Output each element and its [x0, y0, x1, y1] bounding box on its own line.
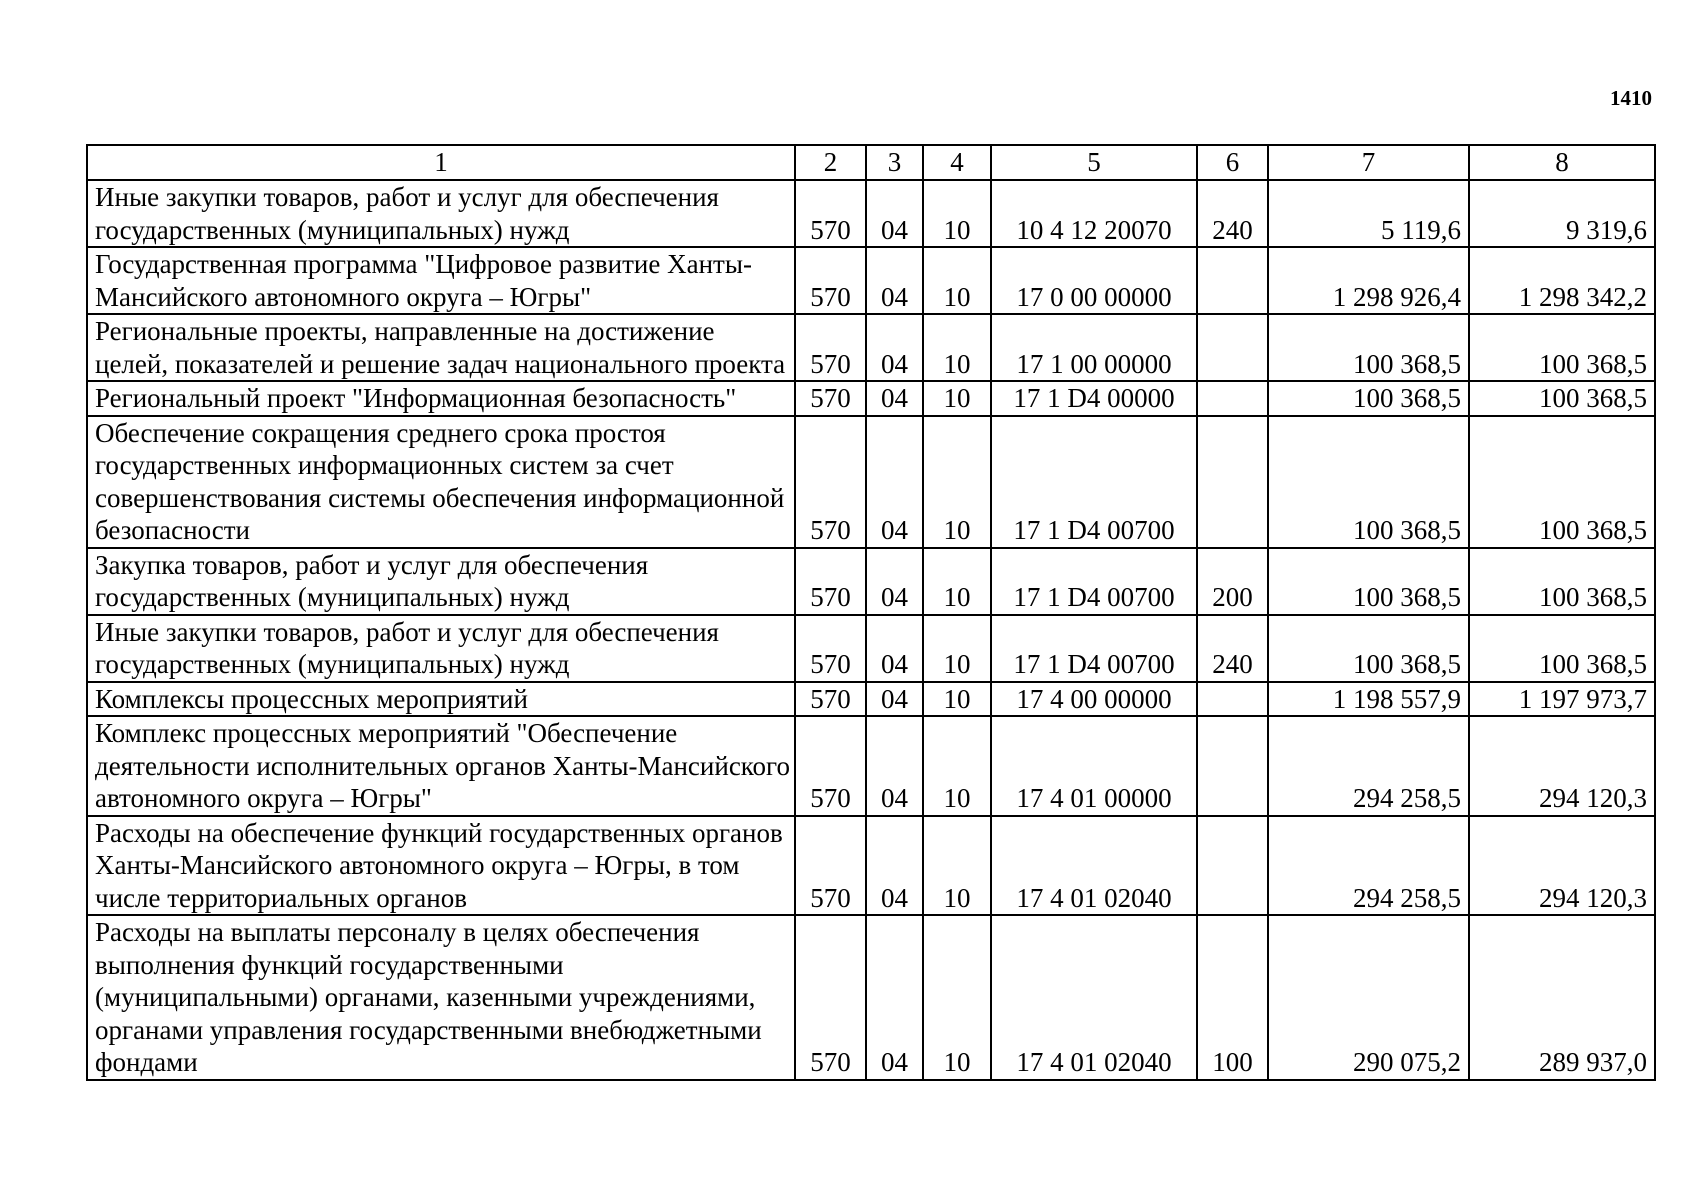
column-header: 2: [795, 145, 866, 180]
expense-type: 240: [1197, 180, 1268, 247]
target-article: 17 0 00 00000: [991, 247, 1197, 314]
row-name: Расходы на обеспечение функций государственных органов Ханты-Мансийского автономного округа – Югры, в том числе территориальных органов: [87, 816, 795, 916]
section-code: 04: [866, 381, 923, 416]
subsection-code: 10: [923, 416, 991, 548]
subsection-code: 10: [923, 682, 991, 717]
subsection-code: 10: [923, 615, 991, 682]
section-code: 04: [866, 816, 923, 916]
subsection-code: 10: [923, 915, 991, 1080]
expense-type: [1197, 381, 1268, 416]
amount-col8: 100 368,5: [1469, 548, 1655, 615]
row-name: Региональные проекты, направленные на достижение целей, показателей и решение задач национального проекта: [87, 314, 795, 381]
table-row: [87, 247, 1655, 314]
amount-col7: 100 368,5: [1268, 314, 1469, 381]
column-header: 4: [923, 145, 991, 180]
ministry-code: 570: [795, 716, 866, 816]
ministry-code: 570: [795, 416, 866, 548]
ministry-code: 570: [795, 682, 866, 717]
header-row: [87, 145, 1655, 180]
amount-col8: 294 120,3: [1469, 816, 1655, 916]
ministry-code: 570: [795, 247, 866, 314]
ministry-code: 570: [795, 180, 866, 247]
subsection-code: 10: [923, 247, 991, 314]
amount-col7: 290 075,2: [1268, 915, 1469, 1080]
ministry-code: 570: [795, 816, 866, 916]
row-name: Закупка товаров, работ и услуг для обеспечения государственных (муниципальных) нужд: [87, 548, 795, 615]
amount-col8: 1 197 973,7: [1469, 682, 1655, 717]
amount-col7: 294 258,5: [1268, 816, 1469, 916]
ministry-code: 570: [795, 314, 866, 381]
section-code: 04: [866, 180, 923, 247]
table-row: [87, 682, 1655, 717]
column-header: 7: [1268, 145, 1469, 180]
table-row: [87, 816, 1655, 916]
budget-table: [86, 144, 1656, 1081]
section-code: 04: [866, 416, 923, 548]
amount-col8: 289 937,0: [1469, 915, 1655, 1080]
amount-col7: 100 368,5: [1268, 416, 1469, 548]
section-code: 04: [866, 716, 923, 816]
target-article: 17 1 D4 00700: [991, 548, 1197, 615]
expense-type: 240: [1197, 615, 1268, 682]
subsection-code: 10: [923, 381, 991, 416]
section-code: 04: [866, 548, 923, 615]
subsection-code: 10: [923, 180, 991, 247]
column-header: 3: [866, 145, 923, 180]
ministry-code: 570: [795, 915, 866, 1080]
ministry-code: 570: [795, 548, 866, 615]
column-header: 8: [1469, 145, 1655, 180]
table-row: [87, 915, 1655, 1080]
row-name: Обеспечение сокращения среднего срока простоя государственных информационных систем за счет совершенствования системы обеспечения информационной безопасности: [87, 416, 795, 548]
section-code: 04: [866, 615, 923, 682]
row-name: Комплекс процессных мероприятий "Обеспечение деятельности исполнительных органов Ханты-Мансийского автономного округа – Югры": [87, 716, 795, 816]
table-row: [87, 381, 1655, 416]
row-name: Иные закупки товаров, работ и услуг для обеспечения государственных (муниципальных) нужд: [87, 615, 795, 682]
amount-col7: 5 119,6: [1268, 180, 1469, 247]
table-row: [87, 314, 1655, 381]
amount-col8: 1 298 342,2: [1469, 247, 1655, 314]
target-article: 10 4 12 20070: [991, 180, 1197, 247]
column-header: 5: [991, 145, 1197, 180]
table-row: [87, 716, 1655, 816]
amount-col7: 1 198 557,9: [1268, 682, 1469, 717]
row-name: Государственная программа "Цифровое развитие Ханты-Мансийского автономного округа – Югры": [87, 247, 795, 314]
amount-col7: 1 298 926,4: [1268, 247, 1469, 314]
target-article: 17 1 00 00000: [991, 314, 1197, 381]
target-article: 17 4 01 00000: [991, 716, 1197, 816]
subsection-code: 10: [923, 816, 991, 916]
amount-col7: 294 258,5: [1268, 716, 1469, 816]
amount-col8: 100 368,5: [1469, 615, 1655, 682]
row-name: Региональный проект "Информационная безопасность": [87, 381, 795, 416]
section-code: 04: [866, 247, 923, 314]
subsection-code: 10: [923, 548, 991, 615]
amount-col7: 100 368,5: [1268, 548, 1469, 615]
expense-type: [1197, 247, 1268, 314]
expense-type: 200: [1197, 548, 1268, 615]
table-row: [87, 548, 1655, 615]
expense-type: [1197, 416, 1268, 548]
row-name: Иные закупки товаров, работ и услуг для обеспечения государственных (муниципальных) нужд: [87, 180, 795, 247]
amount-col8: 9 319,6: [1469, 180, 1655, 247]
expense-type: [1197, 816, 1268, 916]
amount-col8: 100 368,5: [1469, 381, 1655, 416]
target-article: 17 1 D4 00000: [991, 381, 1197, 416]
expense-type: [1197, 682, 1268, 717]
expense-type: 100: [1197, 915, 1268, 1080]
expense-type: [1197, 314, 1268, 381]
amount-col7: 100 368,5: [1268, 381, 1469, 416]
amount-col8: 294 120,3: [1469, 716, 1655, 816]
amount-col8: 100 368,5: [1469, 314, 1655, 381]
amount-col7: 100 368,5: [1268, 615, 1469, 682]
target-article: 17 1 D4 00700: [991, 615, 1197, 682]
section-code: 04: [866, 314, 923, 381]
page-number: 1410: [1610, 86, 1652, 110]
table-row: [87, 180, 1655, 247]
target-article: 17 4 01 02040: [991, 816, 1197, 916]
subsection-code: 10: [923, 716, 991, 816]
ministry-code: 570: [795, 615, 866, 682]
column-header: 1: [87, 145, 795, 180]
expense-type: [1197, 716, 1268, 816]
target-article: 17 1 D4 00700: [991, 416, 1197, 548]
section-code: 04: [866, 682, 923, 717]
row-name: Расходы на выплаты персоналу в целях обеспечения выполнения функций государственными (муниципальными) органами, казенными учреждениями, органами управления государственными внебюджетными фондами: [87, 915, 795, 1080]
table-row: [87, 416, 1655, 548]
target-article: 17 4 00 00000: [991, 682, 1197, 717]
table-row: [87, 615, 1655, 682]
ministry-code: 570: [795, 381, 866, 416]
target-article: 17 4 01 02040: [991, 915, 1197, 1080]
column-header: 6: [1197, 145, 1268, 180]
amount-col8: 100 368,5: [1469, 416, 1655, 548]
section-code: 04: [866, 915, 923, 1080]
subsection-code: 10: [923, 314, 991, 381]
row-name: Комплексы процессных мероприятий: [87, 682, 795, 717]
